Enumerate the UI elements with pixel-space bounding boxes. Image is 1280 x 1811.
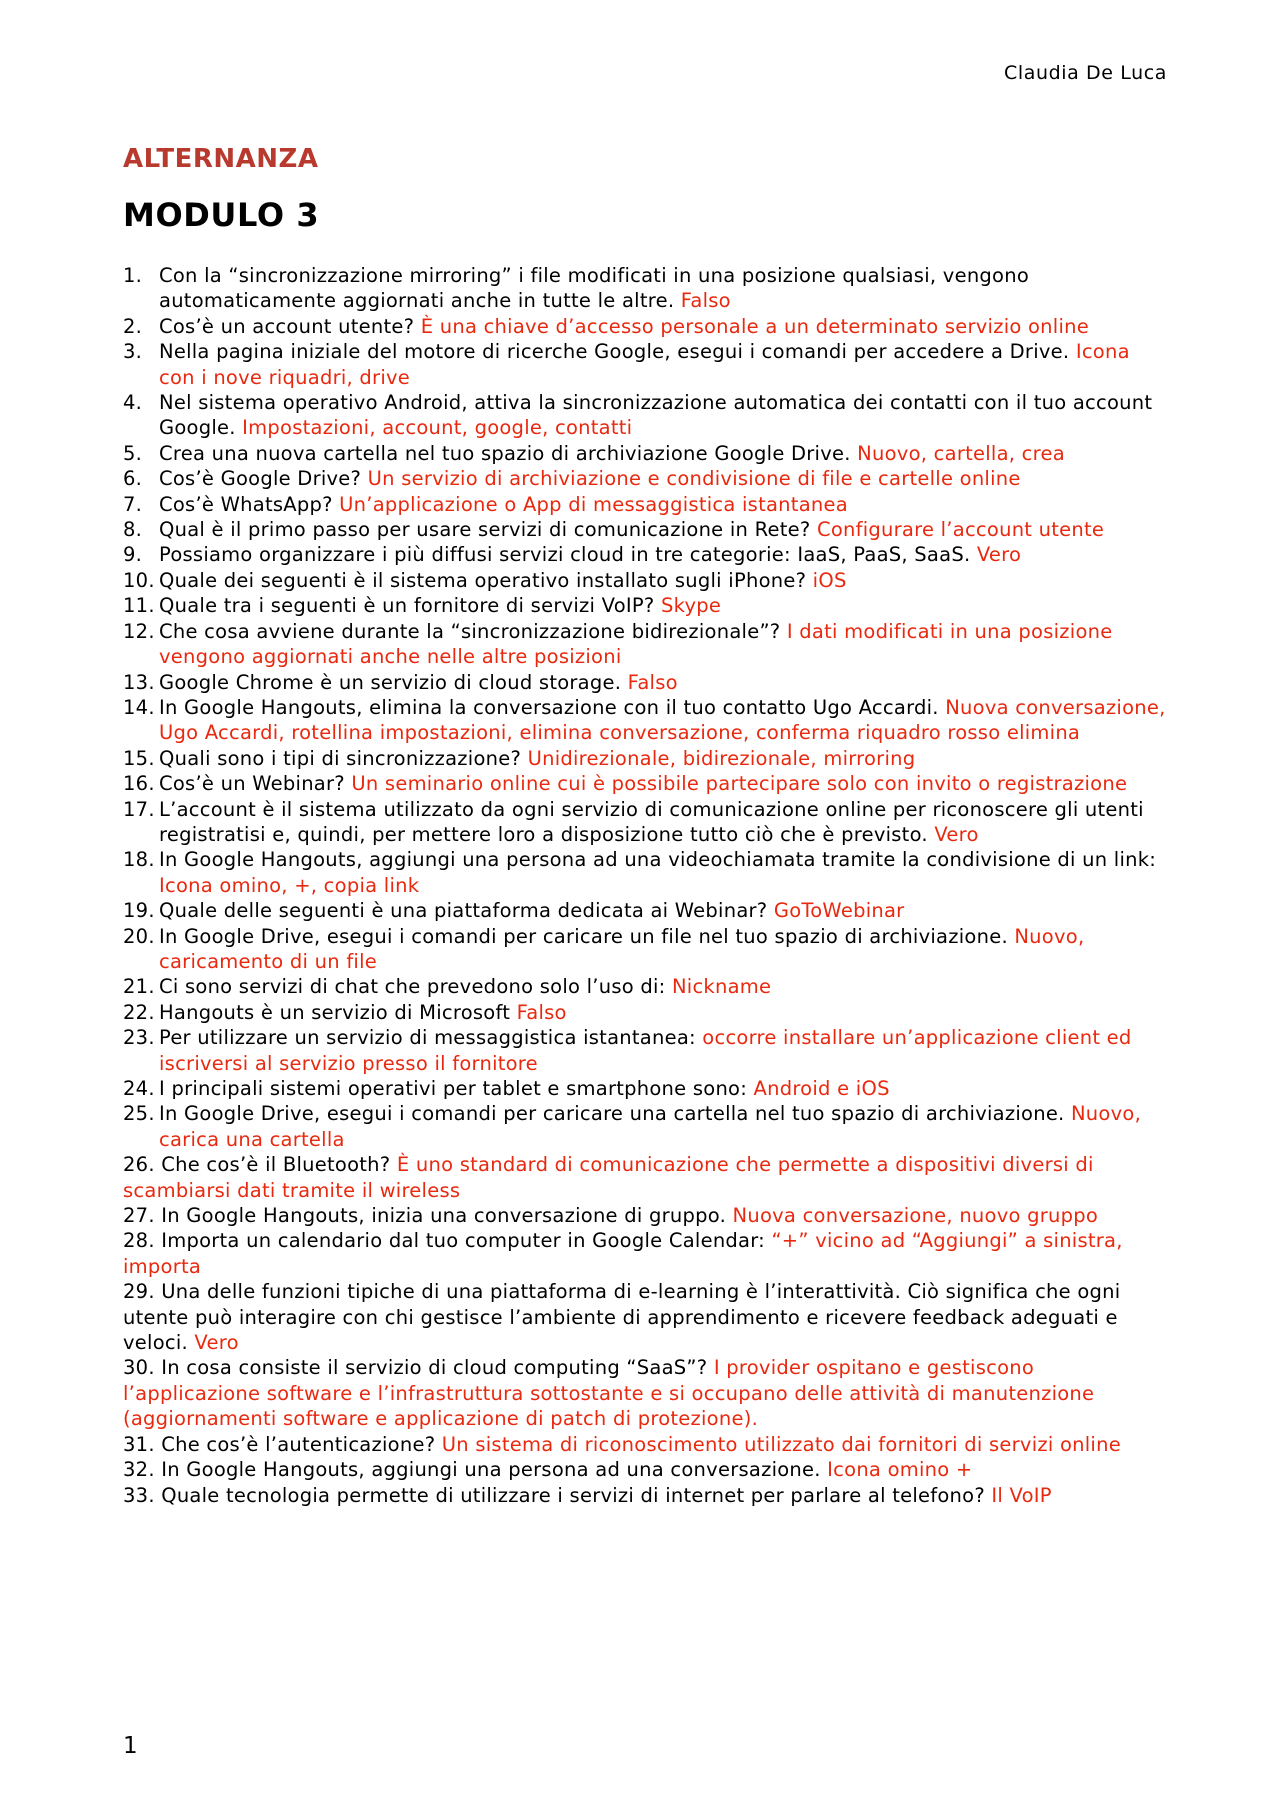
- list-item: [123, 492, 1168, 517]
- answer-text: Icona con i nove riquadri, drive: [159, 340, 1130, 389]
- module-title: MODULO 3: [123, 196, 320, 234]
- question-text: L’account è il sistema utilizzato da ogni servizio di comunicazione online per riconoscere gli utenti registratisi e, quindi, per mettere loro a disposizione tutto ciò che è previsto.: [159, 797, 1144, 846]
- item-number: 16.: [123, 772, 155, 796]
- list-item: [123, 619, 1168, 670]
- question-text: Che cos’è l’autenticazione?: [154, 1432, 442, 1456]
- question-text: I principali sistemi operativi per tablet e smartphone sono:: [159, 1077, 754, 1100]
- answer-text: Un servizio di archiviazione e condivisione di file e cartelle online: [367, 467, 1021, 491]
- list-item: [123, 1203, 1168, 1228]
- list-item: [123, 441, 1168, 466]
- list-item: [123, 1279, 1168, 1355]
- answer-text: I dati modificati in una posizione vengono aggiornati anche nelle altre posizioni: [159, 619, 1113, 669]
- answer-text: Impostazioni, account, google, contatti: [242, 416, 633, 440]
- list-item: [123, 1076, 1168, 1101]
- item-number: 30.: [123, 1356, 155, 1380]
- answer-text: I provider ospitano e gestiscono l’applicazione software e l’infrastruttura sottostante e si occupano delle attività di manutenzione (aggiornamenti software e applicazione di patch di protezione).: [123, 1356, 1095, 1431]
- answer-text: Vero: [976, 543, 1022, 567]
- answer-text: Il VoIP: [991, 1483, 1052, 1507]
- answer-text: iOS: [812, 568, 847, 592]
- question-text: Una delle funzioni tipiche di una piattaforma di e-learning è l’interattività. Ciò significa che ogni utente può interagire con chi gestisce l’ambiente di apprendimento e ricevere feedback adeguati e veloci.: [123, 1280, 1121, 1355]
- question-text: Quale delle seguenti è una piattaforma dedicata ai Webinar?: [159, 899, 774, 923]
- item-number: 13.: [123, 670, 155, 694]
- list-item: [123, 771, 1168, 796]
- question-text: Quale tecnologia permette di utilizzare i servizi di internet per parlare al telefono?: [154, 1483, 992, 1507]
- answer-text: Nuovo, cartella, crea: [857, 441, 1065, 465]
- item-number: 21.: [123, 975, 155, 999]
- list-item: [123, 593, 1168, 618]
- item-number: 2.: [123, 314, 143, 338]
- item-number: 3.: [123, 340, 143, 364]
- item-number: 17.: [123, 797, 155, 821]
- question-text: Cos’è un account utente?: [159, 314, 421, 338]
- question-text: Che cosa avviene durante la “sincronizzazione bidirezionale”?: [159, 619, 787, 643]
- question-text: Quale tra i seguenti è un fornitore di servizi VoIP?: [159, 594, 661, 618]
- question-text: In Google Hangouts, inizia una conversazione di gruppo.: [154, 1204, 733, 1228]
- item-number: 23.: [123, 1026, 155, 1050]
- question-text: Google Chrome è un servizio di cloud storage.: [159, 670, 628, 694]
- item-number: 12.: [123, 619, 155, 643]
- question-text: In Google Hangouts, aggiungi una persona ad una conversazione.: [154, 1458, 828, 1482]
- list-item: [123, 746, 1168, 771]
- item-number: 24.: [123, 1077, 155, 1100]
- answer-text: Nuova conversazione, Ugo Accardi, rotellina impostazioni, elimina conversazione, conferma riquadro rosso elimina: [159, 695, 1166, 745]
- question-text: In Google Hangouts, aggiungi una persona ad una videochiamata tramite la condivisione di un link:: [159, 848, 1157, 872]
- answer-text: Android e iOS: [753, 1077, 890, 1100]
- list-item: [123, 568, 1168, 593]
- list-item: [123, 695, 1168, 746]
- question-list: [123, 263, 1168, 1508]
- list-item: [123, 670, 1168, 695]
- answer-text: Un seminario online cui è possibile partecipare solo con invito o registrazione: [351, 772, 1128, 796]
- list-item: [123, 542, 1168, 567]
- list-item: [123, 847, 1168, 898]
- item-number: 10.: [123, 568, 155, 592]
- item-number: 20.: [123, 924, 155, 948]
- section-title: ALTERNANZA: [123, 144, 319, 174]
- list-item: [123, 1025, 1168, 1076]
- answer-text: È una chiave d’accesso personale a un determinato servizio online: [420, 314, 1089, 338]
- item-number: 11.: [123, 594, 155, 618]
- answer-text: Icona omino, +, copia link: [159, 873, 420, 897]
- answer-text: Un’applicazione o App di messaggistica istantanea: [339, 492, 848, 516]
- question-text: In cosa consiste il servizio di cloud computing “SaaS”?: [154, 1356, 714, 1380]
- question-text: Cos’è WhatsApp?: [159, 492, 340, 516]
- question-text: Quali sono i tipi di sincronizzazione?: [159, 746, 528, 770]
- list-item: [123, 390, 1168, 441]
- question-text: Possiamo organizzare i più diffusi servizi cloud in tre categorie: IaaS, PaaS, SaaS.: [159, 543, 977, 567]
- question-text: Nella pagina iniziale del motore di ricerche Google, esegui i comandi per accedere a Drive.: [159, 340, 1076, 364]
- item-number: 15.: [123, 746, 155, 770]
- item-number: 4.: [123, 391, 143, 415]
- item-number: 25.: [123, 1102, 155, 1126]
- item-number: 8.: [123, 518, 143, 542]
- answer-text: Configurare l’account utente: [816, 518, 1105, 542]
- list-item: [123, 1152, 1168, 1203]
- item-number: 18.: [123, 848, 155, 872]
- question-text: Cos’è un Webinar?: [159, 772, 352, 796]
- question-text: In Google Drive, esegui i comandi per caricare un file nel tuo spazio di archiviazione.: [159, 924, 1015, 948]
- question-text: Cos’è Google Drive?: [159, 467, 368, 491]
- question-text: Con la “sincronizzazione mirroring” i file modificati in una posizione qualsiasi, vengono automaticamente aggiornati anche in tutte le altre.: [159, 264, 1030, 313]
- answer-text: “+” vicino ad “Aggiungi” a sinistra, importa: [123, 1229, 1123, 1278]
- answer-text: Vero: [194, 1331, 239, 1355]
- answer-text: Nuovo, caricamento di un file: [159, 924, 1085, 973]
- answer-text: Nickname: [671, 975, 772, 999]
- item-number: 5.: [123, 441, 143, 465]
- list-item: [123, 263, 1168, 314]
- answer-text: Nuovo, carica una cartella: [159, 1102, 1142, 1151]
- answer-text: È uno standard di comunicazione che permette a dispositivi diversi di scambiarsi dati tramite il wireless: [123, 1153, 1094, 1202]
- question-text: Ci sono servizi di chat che prevedono solo l’uso di:: [159, 975, 672, 999]
- list-item: [123, 1483, 1168, 1508]
- question-text: In Google Drive, esegui i comandi per caricare una cartella nel tuo spazio di archiviazione.: [159, 1102, 1071, 1126]
- list-item: [123, 1432, 1168, 1457]
- page-number: 1: [123, 1733, 138, 1759]
- answer-text: occorre installare un’applicazione client ed iscriversi al servizio presso il fornitore: [159, 1026, 1132, 1075]
- question-text: Nel sistema operativo Android, attiva la sincronizzazione automatica dei contatti con il tuo account Google.: [159, 391, 1153, 440]
- item-number: 28.: [123, 1229, 155, 1253]
- question-text: Crea una nuova cartella nel tuo spazio di archiviazione Google Drive.: [159, 441, 858, 465]
- list-item: [123, 1000, 1168, 1025]
- question-text: Qual è il primo passo per usare servizi di comunicazione in Rete?: [159, 518, 817, 542]
- item-number: 6.: [123, 467, 143, 491]
- answer-text: Icona omino +: [827, 1458, 973, 1482]
- answer-text: Falso: [627, 670, 678, 694]
- item-number: 9.: [123, 543, 143, 567]
- item-number: 26.: [123, 1153, 155, 1177]
- list-item: [123, 974, 1168, 999]
- list-item: [123, 314, 1168, 339]
- author-header: Claudia De Luca: [1004, 62, 1167, 84]
- item-number: 14.: [123, 695, 155, 719]
- list-item: [123, 1457, 1168, 1482]
- item-number: 31.: [123, 1432, 155, 1456]
- item-number: 1.: [123, 264, 143, 287]
- list-item: [123, 1101, 1168, 1152]
- list-item: [123, 898, 1168, 923]
- list-item: [123, 797, 1168, 848]
- answer-text: GoToWebinar: [773, 899, 905, 923]
- answer-text: Nuova conversazione, nuovo gruppo: [732, 1204, 1099, 1228]
- question-text: Che cos’è il Bluetooth?: [154, 1153, 397, 1177]
- item-number: 7.: [123, 492, 143, 516]
- list-item: [123, 1355, 1168, 1431]
- list-item: [123, 466, 1168, 491]
- question-text: Hangouts è un servizio di Microsoft: [159, 1000, 517, 1024]
- list-item: [123, 339, 1168, 390]
- question-text: Per utilizzare un servizio di messaggistica istantanea:: [159, 1026, 703, 1050]
- answer-text: Falso: [680, 289, 731, 313]
- question-text: In Google Hangouts, elimina la conversazione con il tuo contatto Ugo Accardi.: [159, 695, 946, 719]
- item-number: 27.: [123, 1204, 155, 1228]
- answer-text: Vero: [934, 822, 979, 846]
- question-text: Importa un calendario dal tuo computer in Google Calendar:: [154, 1229, 772, 1253]
- list-item: [123, 1228, 1168, 1279]
- answer-text: Un sistema di riconoscimento utilizzato dai fornitori di servizi online: [441, 1432, 1121, 1456]
- question-text: Quale dei seguenti è il sistema operativo installato sugli iPhone?: [159, 568, 813, 592]
- item-number: 29.: [123, 1280, 155, 1304]
- item-number: 19.: [123, 899, 155, 923]
- item-number: 33.: [123, 1483, 155, 1507]
- answer-text: Falso: [516, 1000, 567, 1024]
- list-item: [123, 517, 1168, 542]
- item-number: 32.: [123, 1458, 155, 1482]
- answer-text: Skype: [660, 594, 722, 618]
- list-item: [123, 924, 1168, 975]
- answer-text: Unidirezionale, bidirezionale, mirroring: [527, 746, 916, 770]
- item-number: 22.: [123, 1000, 155, 1024]
